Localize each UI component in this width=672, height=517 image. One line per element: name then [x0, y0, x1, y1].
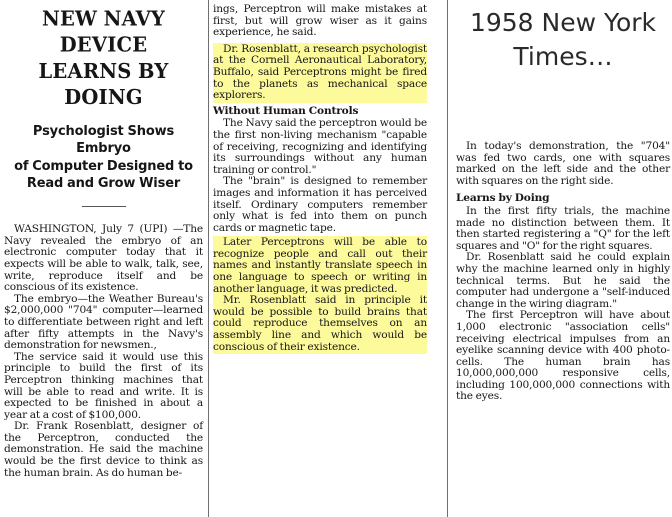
column-divider-2 [447, 0, 448, 517]
col1-paragraph: The service said it would use this principle to build the first of its Perceptron thinking machines that will be able to read and write. It is expected to be finished in about a year at a cost of $100,000. [4, 350, 203, 421]
headline-line-2: LEARNS BY DOING [38, 59, 169, 110]
col3-paragraph: The first Perceptron will have about 1,000 electronic "association cells" receiving electrical impulses from an eyelike scanning device with 400 photo-cells. The human brain has 10,000,000,000 responsive cells, including 100,000,000 connections with the eyes. [456, 309, 670, 403]
highlight-space-explorers [213, 43, 427, 103]
col2-highlight-paragraph: Later Perceptrons will be able to recognize people and call out their names and instantly translate speech in one language to speech or writing in another language, it was predicted. [213, 236, 427, 295]
slide-title [456, 6, 670, 74]
col2-paragraph: The "brain" is designed to remember images and information it has perceived itself. Ordinary computers remember only what is fed into them on punch cards or magnetic tape. [213, 175, 427, 234]
col3-subhead: Learns by Doing [456, 192, 550, 205]
article-column-2 [213, 4, 427, 354]
highlight-later-perceptrons [213, 236, 427, 354]
deck-line-2: of Computer Designed to [14, 158, 193, 174]
slide-title-line-1: 1958 New York [469, 8, 657, 37]
deck [4, 123, 203, 192]
col1-paragraph: Dr. Frank Rosenblatt, designer of the Perceptron, conducted the demonstration. He said the machine would be the first device to think as the human brain. As do human be- [4, 420, 203, 479]
col1-paragraph: The embryo—the Weather Bureau's $2,000,000 "704" computer—learned to differentiate between right and left after fifty attempts in the Navy's demonstration for newsmen., [4, 292, 203, 352]
col1-paragraph: WASHINGTON, July 7 (UPI) —The Navy revealed the embryo of an electronic computer today that it expects will be able to walk, talk, see, write, reproduce itself and be conscious of its existence. [4, 223, 203, 294]
column-divider-1 [208, 0, 209, 517]
article-column-1 [4, 0, 203, 479]
headline-line-1: NEW NAVY DEVICE [41, 6, 166, 57]
deck-divider [82, 206, 126, 207]
col2-highlight-paragraph: Mr. Rosenblatt said in principle it would be possible to build brains that could reproduce themselves on an assembly line and which would be conscious of their existence. [213, 294, 427, 353]
headline [4, 6, 203, 111]
col2-paragraph: The Navy said the perceptron would be the first non-living mechanism "capable of receiving, recognizing and identifying its surroundings without any human training or control." [213, 117, 427, 176]
col3-paragraph: Dr. Rosenblatt said he could explain why the machine learned only in highly technical terms. But he said the computer had undergone a "self-induced change in the wiring diagram." [456, 251, 670, 310]
slide-title-line-2: Times… [513, 42, 613, 71]
article-column-3 [456, 141, 670, 403]
col2-subhead: Without Human Controls [213, 104, 359, 117]
deck-line-3: Read and Grow Wiser [26, 175, 181, 191]
deck-line-1: Psychologist Shows Embryo [32, 124, 175, 157]
col2-highlight-paragraph: Dr. Rosenblatt, a research psychologist at the Cornell Aeronautical Laboratory, Buffalo, said Perceptrons might be fired to the planets as mechanical space explorers. [213, 42, 427, 102]
col3-paragraph: In the first fifty trials, the machine made no distinction between them. It then started registering a "Q" for the left squares and "O" for the right squares. [456, 204, 670, 252]
col2-intro: ings, Perceptron will make mistakes at first, but will grow wiser as it gains experience, he said. [213, 3, 427, 39]
col3-paragraph: In today's demonstration, the "704" was fed two cards, one with squares marked on the left side and the other with squares on the right side. [456, 140, 670, 187]
